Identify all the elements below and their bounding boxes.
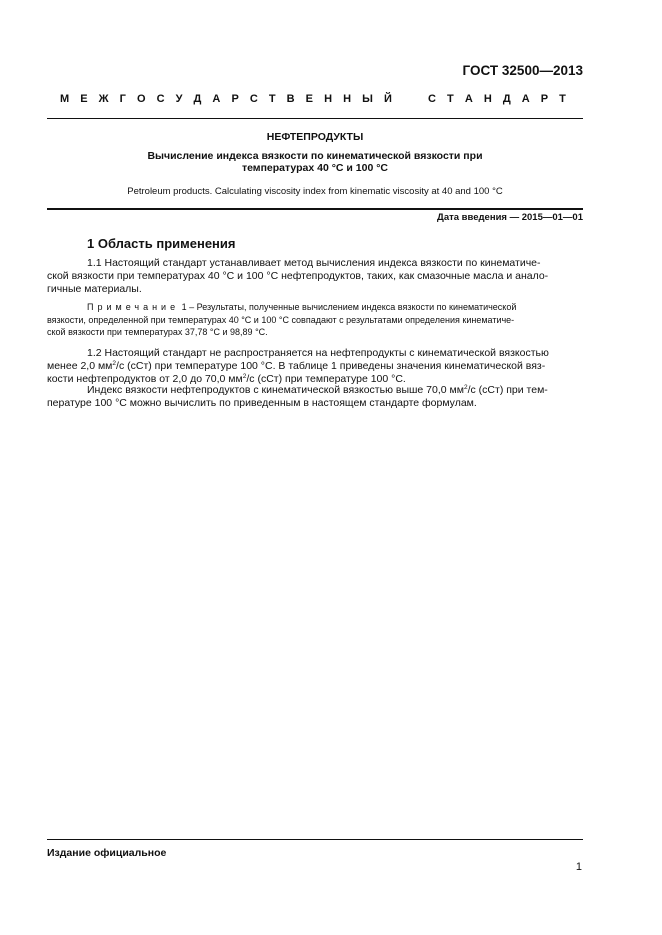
paragraph-line xyxy=(47,384,583,397)
russian-title xyxy=(47,150,583,174)
interstate-standard-banner xyxy=(60,93,566,105)
paragraph-line: пературе 100 °С можно вычислить по приведенным в настоящем стандарте формулам. xyxy=(47,397,477,409)
footer-rule xyxy=(47,839,583,840)
banner-word-standard xyxy=(428,93,566,105)
banner-letter: Ы xyxy=(362,93,373,105)
paragraph-line xyxy=(47,360,583,373)
banner-letter: Е xyxy=(305,93,314,105)
banner-letter: Е xyxy=(80,93,88,105)
paragraph-line: 1.1 Настоящий стандарт устанавливает метод вычисления индекса вязкости по кинематиче- xyxy=(87,257,541,269)
text-run: /с (сСт) при температуре 100 °С. xyxy=(246,373,406,385)
page-number: 1 xyxy=(575,861,582,873)
paragraph-line: гичные материалы. xyxy=(47,283,142,295)
banner-letter: Д xyxy=(193,93,202,105)
banner-letter: М xyxy=(60,93,70,105)
banner-letter: С xyxy=(249,93,258,105)
banner-letter: Г xyxy=(119,93,126,105)
russian-title-line2: температурах 40 °С и 100 °С xyxy=(241,162,389,174)
note-label: Примечание xyxy=(87,302,180,312)
note-1 xyxy=(47,301,583,339)
banner-letter: У xyxy=(175,93,183,105)
english-title: Petroleum products. Calculating viscosity index from kinematic viscosity at 40 and 100 °C xyxy=(127,186,503,197)
banner-letter: Н xyxy=(483,93,492,105)
banner-letter: Й xyxy=(383,93,392,105)
banner-letter: А xyxy=(464,93,473,105)
banner-letter: А xyxy=(521,93,530,105)
product-title: НЕФТЕПРОДУКТЫ xyxy=(266,131,364,143)
banner-word-interstate xyxy=(60,93,392,105)
superscript: 2 xyxy=(463,384,468,391)
banner-letter: Д xyxy=(502,93,511,105)
banner-letter: А xyxy=(212,93,221,105)
text-run: Индекс вязкости нефтепродуктов с кинематической вязкостью выше 70,0 мм xyxy=(87,384,464,396)
paragraph-1-1 xyxy=(47,257,583,296)
header-rule xyxy=(47,118,583,119)
russian-title-line1: Вычисление индекса вязкости по кинематической вязкости при xyxy=(147,150,483,162)
banner-letter: В xyxy=(286,93,295,105)
title-rule xyxy=(47,208,583,210)
banner-letter: Т xyxy=(559,93,566,105)
section-heading: 1 Область применения xyxy=(87,236,236,251)
banner-letter: Ж xyxy=(98,93,109,105)
banner-letter: Т xyxy=(447,93,454,105)
note-line xyxy=(47,301,583,314)
note-line: ской вязкости при температурах 37,78 °С и 98,89 °С. xyxy=(47,327,268,337)
text-run: /с (сСт) при тем- xyxy=(467,384,548,396)
official-edition-label: Издание официальное xyxy=(47,847,167,859)
banner-letter: Н xyxy=(343,93,352,105)
introduction-date: Дата введения — 2015—01—01 xyxy=(437,212,583,223)
paragraph-1-2 xyxy=(47,347,583,386)
banner-letter: Т xyxy=(268,93,276,105)
note-line: вязкости, определенной при температурах 40 °С и 100 °С совпадают с результатами определения кинематиче- xyxy=(47,314,515,325)
document-number: ГОСТ 32500—2013 xyxy=(462,63,583,78)
superscript: 2 xyxy=(112,360,117,367)
paragraph-line: 1.2 Настоящий стандарт не распространяется на нефтепродукты с кинематической вязкостью xyxy=(87,347,549,359)
banner-letter: С xyxy=(428,93,436,105)
banner-letter: О xyxy=(136,93,146,105)
text-run: кости нефтепродуктов от 2,0 до 70,0 мм xyxy=(47,373,243,385)
banner-letter: Н xyxy=(324,93,333,105)
paragraph-line: ской вязкости при температурах 40 °С и 100 °С нефтепродуктов, таких, как смазочные масла и анало- xyxy=(47,270,549,282)
banner-letter: Р xyxy=(231,93,239,105)
banner-letter: С xyxy=(156,93,165,105)
text-run: менее 2,0 мм xyxy=(47,360,113,372)
superscript: 2 xyxy=(242,373,247,380)
text-run: /с (сСт) при температуре 100 °С. В таблице 1 приведены значения кинематической вяз- xyxy=(116,360,546,372)
banner-letter: Р xyxy=(540,93,549,105)
note-text: 1 – Результаты, полученные вычислением индекса вязкости по кинематической xyxy=(179,302,517,312)
paragraph-viscosity-index xyxy=(47,384,583,410)
